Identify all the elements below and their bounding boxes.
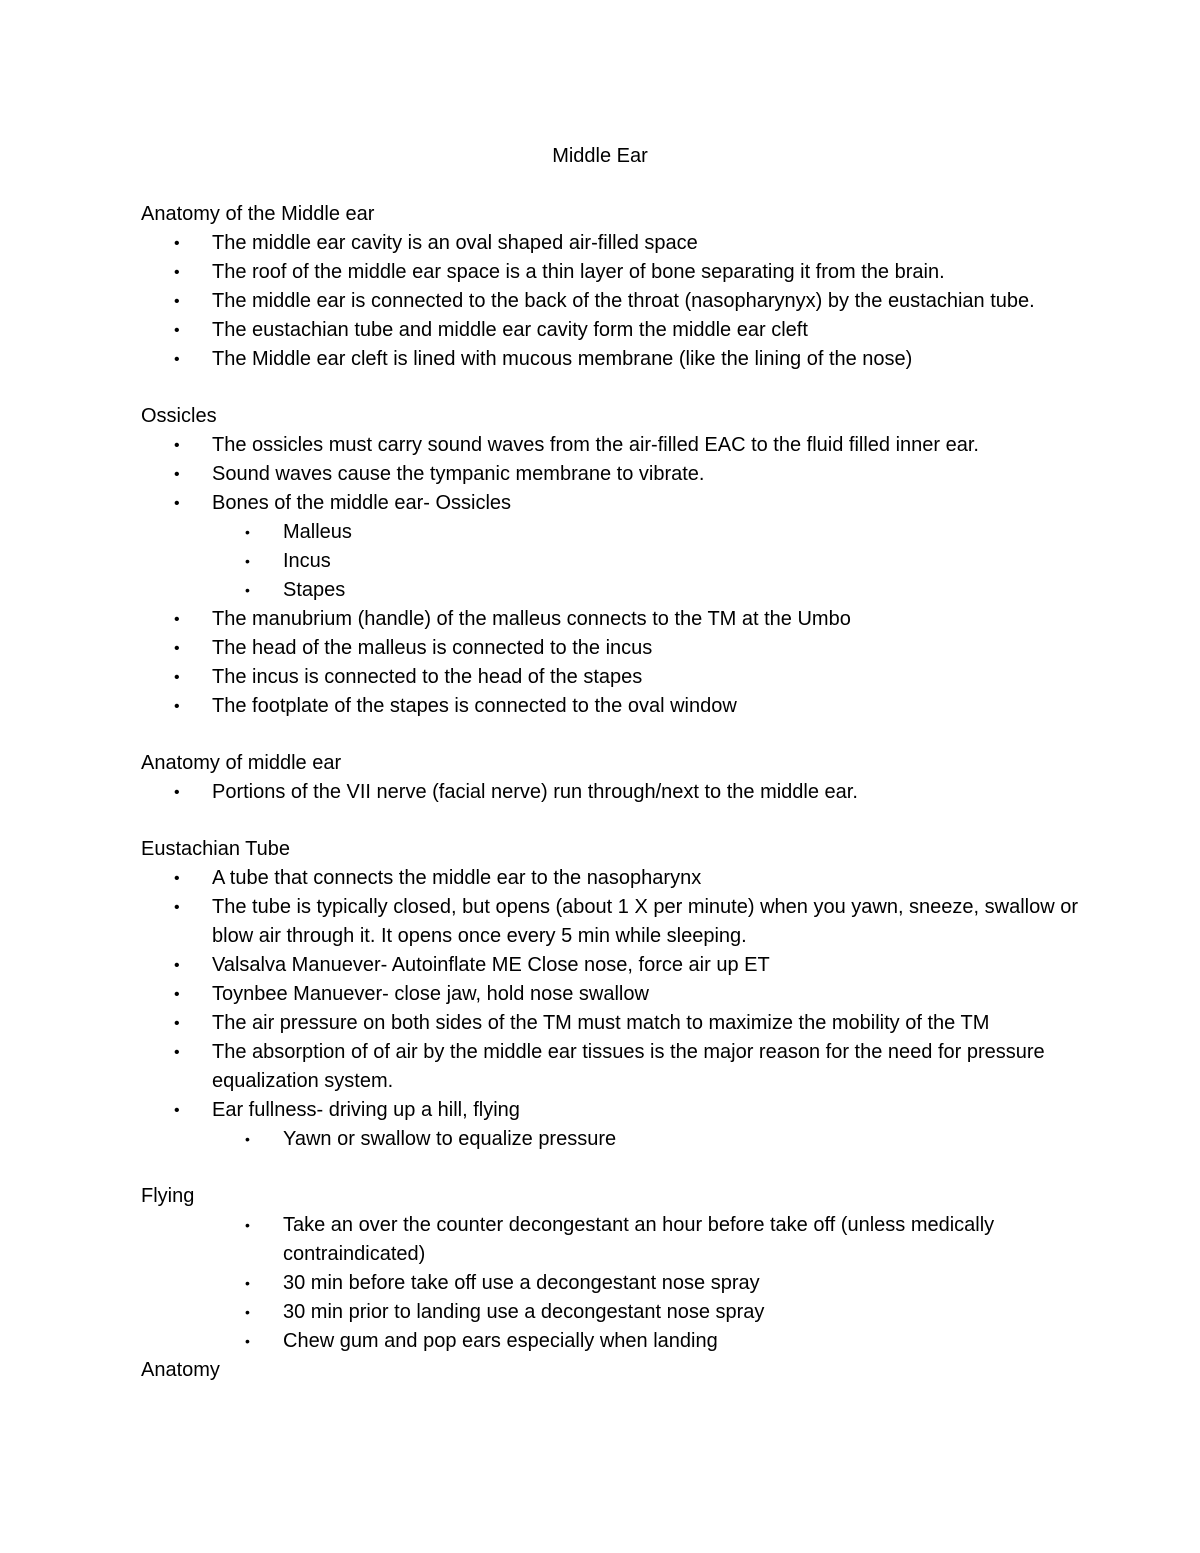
bullet-icon: • [174, 235, 180, 252]
bullet-icon: • [174, 611, 180, 628]
list-item: • The tube is typically closed, but opens (about 1 X per minute) when you yawn, sneeze, swallow or blow air through it. It opens once every 5 min while sleeping. [141, 893, 1081, 951]
list-ossicles-continued [141, 605, 1081, 721]
list-item: • 30 min before take off use a decongestant nose spray [141, 1269, 1081, 1298]
bullet-icon: • [245, 1304, 250, 1320]
section-heading-anatomy-of-middle-ear: Anatomy of middle ear [141, 752, 342, 774]
list-item: • The incus is connected to the head of the stapes [141, 663, 1081, 692]
list-item: • Malleus [141, 518, 1081, 547]
list-eustachian-tube [141, 864, 1081, 1125]
list-item: • The head of the malleus is connected to the incus [141, 634, 1081, 663]
bullet-icon: • [174, 293, 180, 310]
list-flying [141, 1211, 1081, 1356]
bullet-icon: • [174, 466, 180, 483]
bullet-icon: • [174, 986, 180, 1003]
section-heading-flying: Flying [141, 1185, 195, 1207]
list-item: • The absorption of of air by the middle ear tissues is the major reason for the need for pressure equalization system. [141, 1038, 1081, 1096]
list-item: • Stapes [141, 576, 1081, 605]
section-heading-anatomy-middle-ear: Anatomy of the Middle ear [141, 203, 375, 225]
list-item: • The middle ear cavity is an oval shaped air-filled space [141, 229, 1081, 258]
list-item: • Valsalva Manuever- Autoinflate ME Close nose, force air up ET [141, 951, 1081, 980]
list-anatomy-of-middle-ear [141, 778, 1081, 807]
bullet-icon: • [174, 957, 180, 974]
list-item: • Bones of the middle ear- Ossicles [141, 489, 1081, 518]
list-item: • 30 min prior to landing use a decongestant nose spray [141, 1298, 1081, 1327]
bullet-icon: • [174, 669, 180, 686]
bullet-icon: • [245, 1131, 250, 1147]
list-item: • The ossicles must carry sound waves from the air-filled EAC to the fluid filled inner ear. [141, 431, 1081, 460]
bullet-icon: • [174, 351, 180, 368]
list-item: • Toynbee Manuever- close jaw, hold nose swallow [141, 980, 1081, 1009]
list-item: • Yawn or swallow to equalize pressure [141, 1125, 1081, 1154]
list-item: • Chew gum and pop ears especially when landing [141, 1327, 1081, 1356]
bullet-icon: • [174, 1015, 180, 1032]
bullet-icon: • [174, 640, 180, 657]
list-item: • The manubrium (handle) of the malleus connects to the TM at the Umbo [141, 605, 1081, 634]
document-body [141, 200, 1081, 1385]
bullet-icon: • [174, 784, 180, 801]
bullet-icon: • [245, 553, 250, 569]
bullet-icon: • [245, 582, 250, 598]
list-item: • Incus [141, 547, 1081, 576]
list-item: • A tube that connects the middle ear to the nasopharynx [141, 864, 1081, 893]
sublist-ear-fullness [141, 1125, 1081, 1154]
list-item: • Take an over the counter decongestant an hour before take off (unless medically contraindicated) [141, 1211, 1081, 1269]
sublist-ossicle-bones [141, 518, 1081, 605]
bullet-icon: • [174, 870, 180, 887]
list-item: • The roof of the middle ear space is a thin layer of bone separating it from the brain. [141, 258, 1081, 287]
bullet-icon: • [174, 899, 180, 916]
list-item: • The eustachian tube and middle ear cavity form the middle ear cleft [141, 316, 1081, 345]
bullet-icon: • [245, 1333, 250, 1349]
list-item: • Ear fullness- driving up a hill, flying [141, 1096, 1081, 1125]
bullet-icon: • [174, 1102, 180, 1119]
list-item: • The middle ear is connected to the back of the throat (nasopharynyx) by the eustachian tube. [141, 287, 1081, 316]
bullet-icon: • [245, 524, 250, 540]
bullet-icon: • [245, 1275, 250, 1291]
list-item: • Portions of the VII nerve (facial nerve) run through/next to the middle ear. [141, 778, 1081, 807]
bullet-icon: • [174, 495, 180, 512]
section-heading-anatomy: Anatomy [141, 1359, 220, 1381]
section-heading-eustachian-tube: Eustachian Tube [141, 838, 290, 860]
list-ossicles [141, 431, 1081, 518]
bullet-icon: • [174, 437, 180, 454]
bullet-icon: • [245, 1217, 250, 1233]
list-item: • Sound waves cause the tympanic membrane to vibrate. [141, 460, 1081, 489]
bullet-icon: • [174, 1044, 180, 1061]
list-anatomy-middle-ear [141, 229, 1081, 374]
bullet-icon: • [174, 322, 180, 339]
list-item: • The Middle ear cleft is lined with mucous membrane (like the lining of the nose) [141, 345, 1081, 374]
bullet-icon: • [174, 264, 180, 281]
bullet-icon: • [174, 698, 180, 715]
section-heading-ossicles: Ossicles [141, 405, 217, 427]
page-title: Middle Ear [552, 145, 648, 167]
list-item: • The footplate of the stapes is connected to the oval window [141, 692, 1081, 721]
list-item: • The air pressure on both sides of the TM must match to maximize the mobility of the TM [141, 1009, 1081, 1038]
